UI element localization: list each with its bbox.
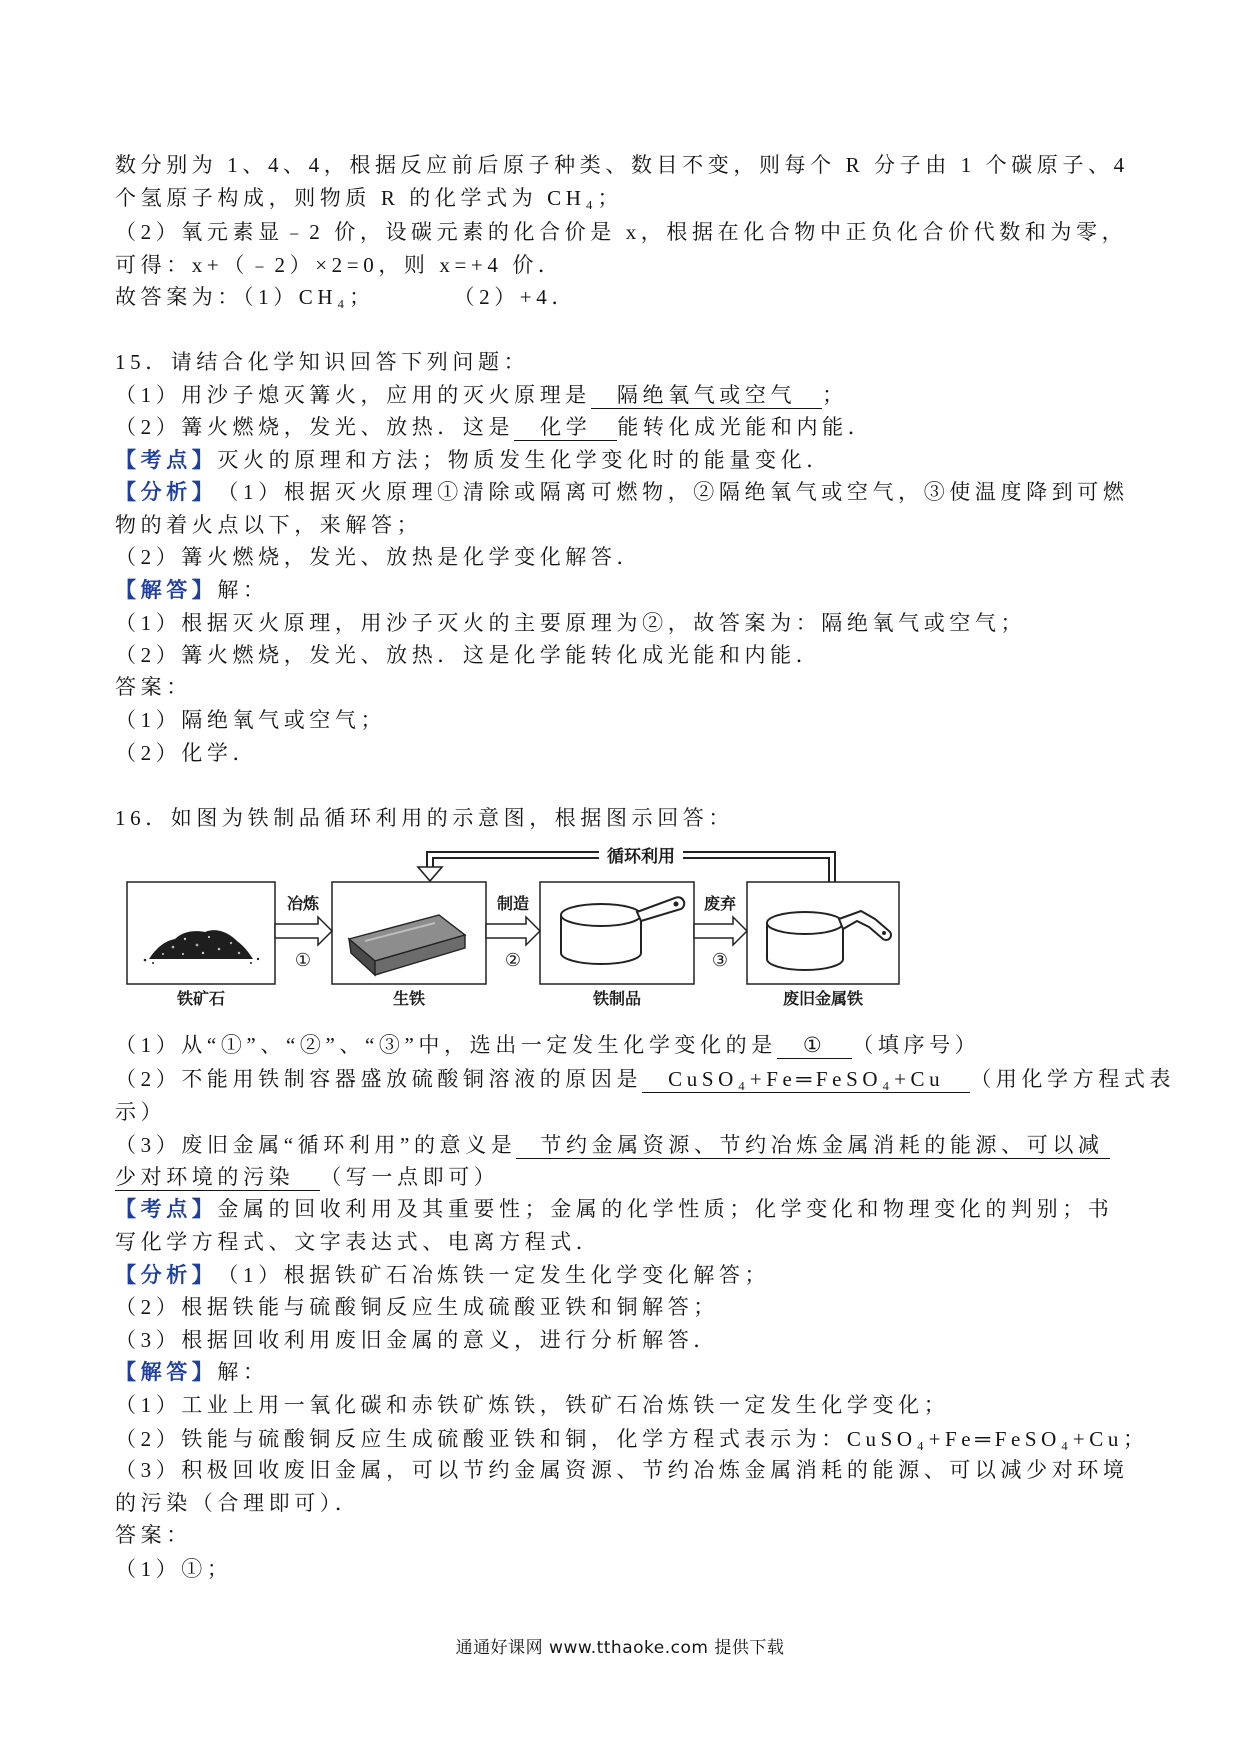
arrow-smelting xyxy=(275,917,332,945)
kaodian-text: 写化学方程式、文字表达式、电离方程式． xyxy=(115,1230,602,1254)
q16-jieda-line-5 xyxy=(115,1487,361,1519)
q15-sub1-prompt: （1）用沙子熄灭篝火，应用的灭火原理是 xyxy=(115,383,591,407)
intro-line-4 xyxy=(115,249,564,281)
q15-answer-label xyxy=(115,671,192,703)
q16-kaodian-line-2 xyxy=(115,1226,601,1258)
q16-answer-1 xyxy=(115,1553,233,1585)
q15-sub2-tail: 能转化成光能和内能． xyxy=(617,415,874,439)
q16-jieda-line-3 xyxy=(115,1423,1149,1455)
q15-answer-2 xyxy=(115,737,258,769)
stage-label-iron-ore: 铁矿石 xyxy=(176,989,226,1008)
arrow-manufacturing xyxy=(486,917,540,945)
q16-jieda xyxy=(115,1356,269,1388)
jieda-text: 的污染（合理即可）． xyxy=(115,1491,361,1515)
stage-label-pig-iron: 生铁 xyxy=(392,989,426,1008)
q15-fenxi-line-2 xyxy=(115,509,422,541)
fenxi-text: 物的着火点以下，来解答； xyxy=(115,513,423,537)
q16-stem xyxy=(115,802,734,834)
q16-fenxi-line-3 xyxy=(115,1324,719,1356)
q15-jieda-line-2 xyxy=(115,607,1026,639)
q16-fenxi xyxy=(115,1259,770,1291)
kaodian-tag: 【考点】 xyxy=(115,1197,218,1221)
q15-sub1-answer-blank: 隔绝氧气或空气 xyxy=(591,382,822,409)
q16-sub3-answer-blank-cont: 少对环境的污染 xyxy=(115,1164,320,1191)
q16-sub1 xyxy=(115,1029,980,1061)
q16-sub2-answer-blank: CuSO₄+Fe═FeSO₄+Cu xyxy=(642,1066,970,1093)
q15-stem xyxy=(115,346,529,378)
q16-sub3-tail: （写一点即可） xyxy=(320,1165,500,1189)
q15-fenxi xyxy=(115,476,1129,508)
q15-jieda-line-3 xyxy=(115,639,821,671)
fenxi-text: （1）根据铁矿石冶炼铁一定发生化学变化解答； xyxy=(217,1263,771,1287)
q16-sub3 xyxy=(115,1129,1110,1161)
q15-sub1-tail: ； xyxy=(822,383,848,407)
q16-stem-text: 16．如图为铁制品循环利用的示意图，根据图示回答： xyxy=(115,806,734,830)
kaodian-tag: 【考点】 xyxy=(115,448,218,472)
intro-line-3 xyxy=(115,216,1127,248)
intro-text: 可得：x+（﹣2）×2=0，则 x=+4 价． xyxy=(115,253,564,277)
kaodian-text: 金属的回收利用及其重要性；金属的化学性质；化学变化和物理变化的判别；书 xyxy=(217,1197,1114,1221)
stage-label-iron-product: 铁制品 xyxy=(592,989,642,1008)
jieda-tag: 【解答】 xyxy=(115,578,218,602)
fenxi-text: （1）根据灭火原理①清除或隔离可燃物，②隔绝氧气或空气，③使温度降到可燃 xyxy=(217,480,1129,504)
answer-text: （1）隔绝氧气或空气； xyxy=(115,708,387,732)
fenxi-text: （3）根据回收利用废旧金属的意义，进行分析解答． xyxy=(115,1328,719,1352)
intro-text: 故答案为：（1）CH₄； （2）+4． xyxy=(115,285,577,309)
fenxi-text: （2）根据铁能与硫酸铜反应生成硫酸亚铁和铜解答； xyxy=(115,1295,719,1319)
q16-sub1-tail: （填序号） xyxy=(852,1033,981,1057)
q15-sub2 xyxy=(115,411,873,443)
jieda-text: （2）篝火燃烧，发光、放热．这是化学能转化成光能和内能． xyxy=(115,643,822,667)
kaodian-text: 灭火的原理和方法；物质发生化学变化时的能量变化． xyxy=(217,448,832,472)
jieda-tag: 【解答】 xyxy=(115,1360,218,1384)
iron-recycling-diagram xyxy=(113,835,903,1010)
intro-text: 个氢原子构成，则物质 R 的化学式为 CH₄； xyxy=(115,186,624,210)
q16-fenxi-line-2 xyxy=(115,1291,719,1323)
jieda-text: （2）铁能与硫酸铜反应生成硫酸亚铁和铜，化学方程式表示为：CuSO₄+Fe═FeSO₄+Cu； xyxy=(115,1427,1149,1451)
q15-fenxi-line-3 xyxy=(115,541,642,573)
q16-sub2-tail-cont: 示） xyxy=(115,1100,167,1124)
intro-line-1 xyxy=(115,149,1129,181)
jieda-text: （1）根据灭火原理，用沙子灭火的主要原理为②，故答案为：隔绝氧气或空气； xyxy=(115,611,1027,635)
q16-jieda-line-4 xyxy=(115,1454,1129,1486)
q15-stem-text: 15．请结合化学知识回答下列问题： xyxy=(115,350,530,374)
q16-sub3-prompt: （3）废旧金属“循环利用”的意义是 xyxy=(115,1133,517,1157)
q16-jieda-line-2 xyxy=(115,1389,949,1421)
step-label-1: 冶炼 xyxy=(286,894,320,913)
page-footer: 通通好课网 www.tthaoke.com 提供下载 xyxy=(455,1638,785,1658)
step-number-3: ③ xyxy=(711,950,729,971)
q16-sub2-line-2 xyxy=(115,1096,166,1128)
intro-line-2 xyxy=(115,182,623,214)
jieda-text: （3）积极回收废旧金属，可以节约金属资源、节约冶炼金属消耗的能源、可以减少对环境 xyxy=(115,1458,1129,1482)
q16-sub2-prompt: （2）不能用铁制容器盛放硫酸铜溶液的原因是 xyxy=(115,1067,643,1091)
answer-label: 答案： xyxy=(115,1523,192,1547)
fenxi-tag: 【分析】 xyxy=(115,480,218,504)
fenxi-tag: 【分析】 xyxy=(115,1263,218,1287)
q15-jieda xyxy=(115,574,269,606)
q16-sub1-answer-blank: ① xyxy=(777,1032,852,1059)
recycle-loop-label: 循环利用 xyxy=(607,847,675,867)
q15-sub2-prompt: （2）篝火燃烧，发光、放热．这是 xyxy=(115,415,515,439)
q16-sub3-line-2 xyxy=(115,1161,499,1193)
step-number-2: ② xyxy=(504,950,522,971)
jieda-text: 解： xyxy=(217,1360,269,1384)
step-label-2: 制造 xyxy=(496,894,530,913)
answer-text: （2）化学． xyxy=(115,741,259,765)
answer-label: 答案： xyxy=(115,675,192,699)
stage-label-scrap-iron: 废旧金属铁 xyxy=(782,989,864,1008)
q16-sub3-answer-blank: 节约金属资源、节约冶炼金属消耗的能源、可以减 xyxy=(516,1132,1109,1159)
intro-line-5 xyxy=(115,281,577,313)
fenxi-text: （2）篝火燃烧，发光、放热是化学变化解答． xyxy=(115,545,643,569)
q16-sub1-prompt: （1）从“①”、“②”、“③”中，选出一定发生化学变化的是 xyxy=(115,1033,777,1057)
jieda-text: （1）工业上用一氧化碳和赤铁矿炼铁，铁矿石冶炼铁一定发生化学变化； xyxy=(115,1393,950,1417)
q16-answer-label xyxy=(115,1519,192,1551)
jieda-text: 解： xyxy=(217,578,269,602)
q15-kaodian xyxy=(115,444,832,476)
step-number-1: ① xyxy=(294,950,312,971)
arrow-discarding xyxy=(694,917,747,945)
intro-text: （2）氧元素显﹣2 价，设碳元素的化合价是 x，根据在化合物中正负化合价代数和为零， xyxy=(115,220,1128,244)
q16-kaodian xyxy=(115,1193,1113,1225)
intro-text: 数分别为 1、4、4，根据反应前后原子种类、数目不变，则每个 R 分子由 1 个碳原子、4 xyxy=(115,153,1129,177)
q15-sub2-answer-blank: 化学 xyxy=(514,414,617,441)
q15-sub1 xyxy=(115,379,848,411)
step-label-3: 废弃 xyxy=(703,894,737,913)
q15-answer-1 xyxy=(115,704,386,736)
q16-sub2 xyxy=(115,1063,1175,1095)
answer-text: （1）①； xyxy=(115,1557,233,1581)
q16-sub2-tail: （用化学方程式表 xyxy=(970,1067,1176,1091)
